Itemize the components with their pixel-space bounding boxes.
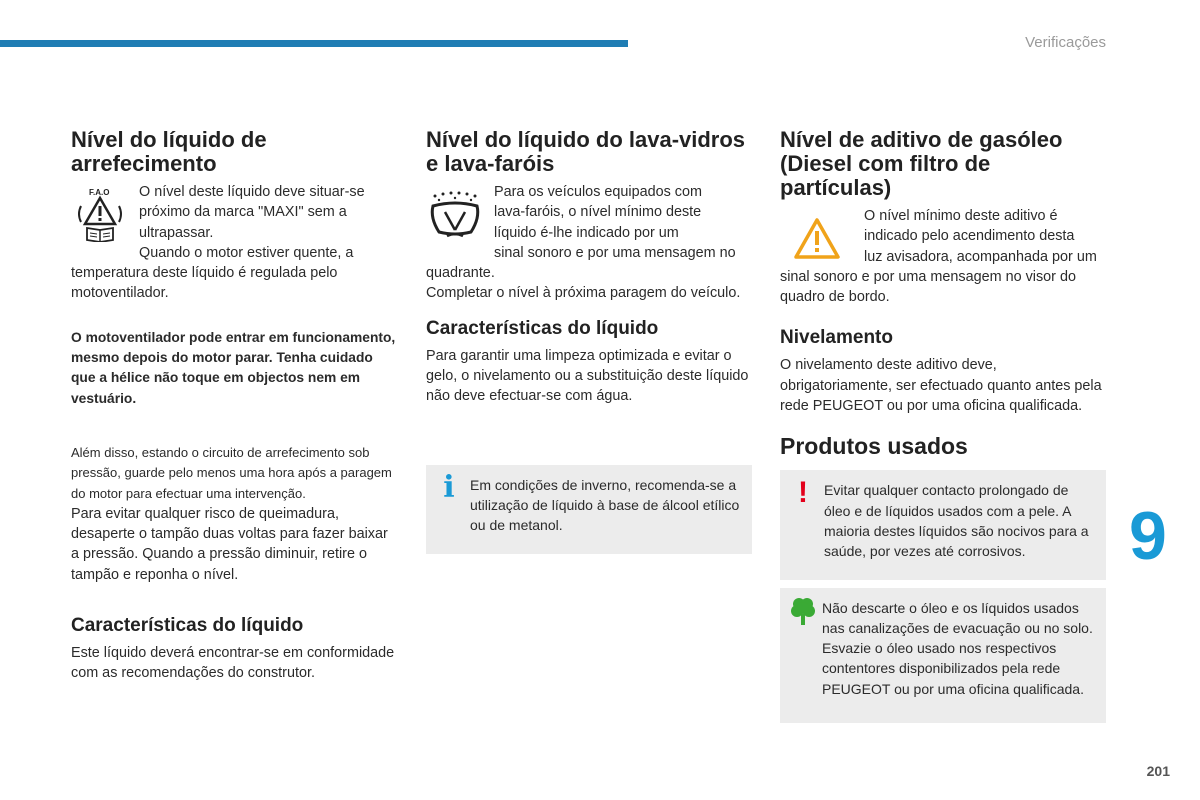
burn-note: Para evitar qualquer risco de queimadura, desaperte o tampão duas voltas para fazer baixar a pressão. Quando a pressão diminuir, retire o tampão e reponha o nível. <box>71 505 388 583</box>
washer-characteristics-text: Para garantir uma limpeza optimizada e evitar o gelo, o nivelamento ou a substituição deste líquido não deve efectuar-se com água. <box>426 347 749 405</box>
washer-fluid-icon <box>426 184 484 244</box>
washer-fluid-refill: Completar o nível à próxima paragem do veículo. <box>426 285 741 302</box>
coolant-section <box>71 128 396 684</box>
washer-fluid-title: Nível do líquido do lava-vidros e lava-faróis <box>426 127 746 176</box>
diesel-additive-title: Nível de aditivo de gasóleo (Diesel com filtro de partículas) <box>780 127 1063 200</box>
coolant-warning-icon <box>71 184 129 244</box>
header-accent-bar <box>0 40 628 47</box>
environment-text-1: Não descarte o óleo e os líquidos usados nas canalizações de evacuação ou no solo. <box>822 599 1093 636</box>
leveling-text: O nivelamento deste aditivo deve, obrigatoriamente, ser efectuado quanto antes pela rede PEUGEOT ou por uma oficina qualificada. <box>780 357 1102 415</box>
coolant-intro: O nível deste líquido deve situar-se próximo da marca "MAXI" sem a ultrapassar. Quando o motor estiver quente, a temperatura deste líquido é regulada pelo motoventilador. <box>71 184 365 302</box>
page-number: 201 <box>1146 763 1170 779</box>
exclamation-icon: ! <box>798 476 808 510</box>
diesel-additive-section <box>780 128 1106 723</box>
washer-fluid-section <box>426 128 752 554</box>
washer-characteristics-title: Características do líquido <box>426 317 659 339</box>
chapter-number: 9 <box>1129 498 1167 574</box>
info-icon: i <box>443 469 455 505</box>
winter-info-text: Em condições de inverno, recomenda-se a utilização de líquido à base de álcool etílico ou de metanol. <box>470 476 740 534</box>
coolant-characteristics-text: Este líquido deverá encontrar-se em conformidade com as recomendações do construtor. <box>71 645 395 682</box>
skin-contact-warning-box <box>780 470 1106 579</box>
leveling-title: Nivelamento <box>780 327 893 349</box>
fan-warning-text: O motoventilador pode entrar em funcionamento, mesmo depois do motor parar. Tenha cuidado que a hélice não toque em objectos nem em vestuário. <box>71 329 396 406</box>
skin-contact-warning-text: Evitar qualquer contacto prolongado de óleo e de líquidos usados com a pele. A maioria destes líquidos são nocivos para a saúde, por vezes até corrosivos. <box>824 482 1089 560</box>
section-label: Verificações <box>1025 34 1106 51</box>
washer-fluid-intro: Para os veículos equipados com lava-faróis, o nível mínimo deste líquido é-lhe indicado por um sinal sonoro e por uma mensagem no quadrante. <box>426 184 736 282</box>
diesel-additive-intro: O nível mínimo deste aditivo é indicado pelo acendimento desta luz avisadora, acompanhada por um sinal sonoro e por uma mensagem no visor do quadro de bordo. <box>780 208 1097 306</box>
tree-eco-icon <box>790 596 816 630</box>
svg-text:F.A.O: F.A.O <box>89 188 110 197</box>
warning-triangle-icon <box>780 212 854 266</box>
winter-info-box <box>426 465 752 554</box>
coolant-characteristics-title: Características do líquido <box>71 615 304 637</box>
used-products-title: Produtos usados <box>780 433 968 460</box>
pressure-note: Além disso, estando o circuito de arrefecimento sob pressão, guarde pelo menos uma hora após a paragem do motor para efectuar uma intervenção. <box>71 444 392 501</box>
environment-text-2: Esvazie o óleo usado nos respectivos contentores disponibilizados pela rede PEUGEOT ou por uma oficina qualificada. <box>822 640 1084 697</box>
coolant-title: Nível do líquido de arrefecimento <box>71 127 267 176</box>
environment-box <box>780 588 1106 723</box>
